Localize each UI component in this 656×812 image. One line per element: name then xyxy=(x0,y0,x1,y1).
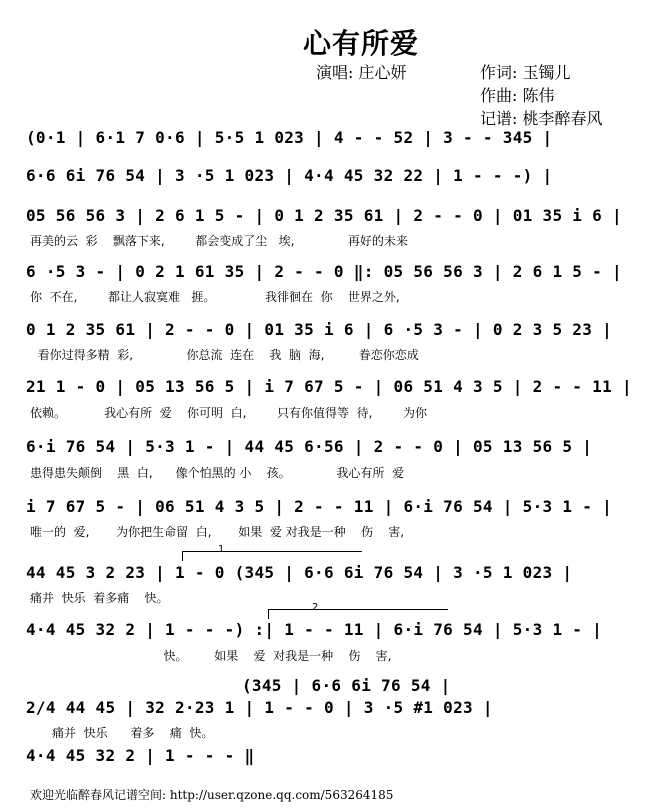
score-row-9-lyrics: 痛并 快乐 着多痛 快。 xyxy=(30,591,169,605)
score-row-1-notes: (0·1 | 6·1 7 0·6 | 5·5 1 023 | 4 - - 52 | 3 - - 345 | xyxy=(26,128,553,147)
second-ending-bracket xyxy=(268,609,448,610)
score-row-10-notes: 4·4 45 32 2 | 1 - - -) :| 1 - - 11 | 6·i 76 54 | 5·3 1 - | xyxy=(26,620,603,639)
score-row-11-notes: (345 | 6·6 6i 76 54 | xyxy=(242,676,451,695)
score-row-12-notes: 2/4 44 45 | 32 2·23 1 | 1 - - 0 | 3 ·5 #1 023 | xyxy=(26,698,493,717)
score-row-12-lyrics: 痛并 快乐 着多 痛 快。 xyxy=(52,726,214,740)
transcriber-credit: 记谱: 桃李醉春风 xyxy=(480,109,603,128)
second-ending-tick xyxy=(268,609,269,619)
singer-credit: 演唱: 庄心妍 xyxy=(316,63,407,82)
score-row-8-notes: i 7 67 5 - | 06 51 4 3 5 | 2 - - 11 | 6·i 76 54 | 5·3 1 - | xyxy=(26,497,613,516)
score-row-10-lyrics: 快。 如果 爱 对我是一种 伤 害, xyxy=(30,649,392,663)
score-row-2-notes: 6·6 6i 76 54 | 3 ·5 1 023 | 4·4 45 32 22 | 1 - - -) | xyxy=(26,166,553,185)
lyricist-credit: 作词: 玉镯儿 xyxy=(480,63,571,82)
second-ending-number: 2 xyxy=(312,602,319,613)
score-row-3-notes: 05 56 56 3 | 2 6 1 5 - | 0 1 2 35 61 | 2 - - 0 | 01 35 i 6 | xyxy=(26,206,622,225)
score-row-5-notes: 0 1 2 35 61 | 2 - - 0 | 01 35 i 6 | 6 ·5 3 - | 0 2 3 5 23 | xyxy=(26,320,613,339)
score-row-6-notes: 21 1 - 0 | 05 13 56 5 | i 7 67 5 - | 06 51 4 3 5 | 2 - - 11 | xyxy=(26,377,632,396)
first-ending-number: 1 xyxy=(218,544,225,555)
score-row-8-lyrics: 唯一的 爱, 为你把生命留 白, 如果 爱 对我是一种 伤 害, xyxy=(30,525,405,539)
first-ending-tick xyxy=(182,551,183,561)
footer-text: 欢迎光临醉春风记谱空间: http://user.qzone.qq.com/563264185 xyxy=(30,788,394,802)
score-row-5-lyrics: 看你过得多精 彩, 你总流 连在 我 脑 海, 眷恋你恋成 xyxy=(30,348,419,362)
score-row-7-lyrics: 患得患失颠倒 黑 白, 像个怕黑的 小 孩。 我心有所 爱 xyxy=(30,466,405,480)
score-row-3-lyrics: 再美的云 彩 飘落下来, 都会变成了尘 埃, 再好的未来 xyxy=(30,234,408,248)
score-row-4-lyrics: 你 不在, 都让人寂寞难 捱。 我徘徊在 你 世界之外, xyxy=(30,290,400,304)
song-title: 心有所爱 xyxy=(303,27,420,60)
composer-credit: 作曲: 陈伟 xyxy=(480,86,555,105)
score-row-6-lyrics: 依赖。 我心有所 爱 你可明 白, 只有你值得等 待, 为你 xyxy=(30,406,427,420)
score-row-7-notes: 6·i 76 54 | 5·3 1 - | 44 45 6·56 | 2 - - 0 | 05 13 56 5 | xyxy=(26,437,593,456)
score-row-9-notes: 44 45 3 2 23 | 1 - 0 (345 | 6·6 6i 76 54 | 3 ·5 1 023 | xyxy=(26,563,573,582)
score-row-4-notes: 6 ·5 3 - | 0 2 1 61 35 | 2 - - 0 ‖: 05 56 56 3 | 2 6 1 5 - | xyxy=(26,262,622,281)
first-ending-bracket xyxy=(182,551,362,552)
score-row-13-notes: 4·4 45 32 2 | 1 - - - ‖ xyxy=(26,746,255,765)
